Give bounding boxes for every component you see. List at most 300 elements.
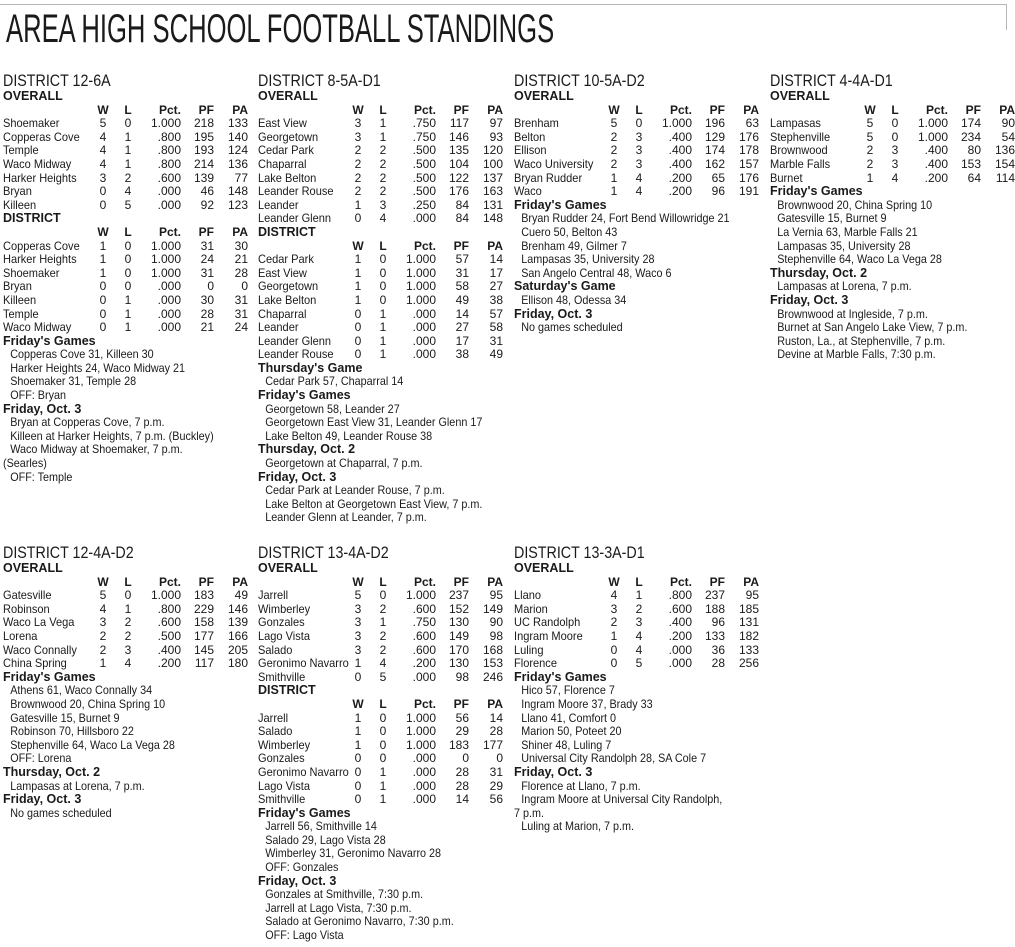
team-row [258,335,508,349]
team-row [514,616,764,630]
wins: 5 [866,129,874,144]
wins: 0 [610,642,618,657]
losses: 1 [635,588,643,603]
points-for: 38 [455,347,469,362]
team-name: Lampasas [770,116,821,131]
points-against: 136 [994,143,1015,158]
losses: 5 [379,669,387,684]
team-row [258,308,508,322]
game-result: San Angelo Central 48, Waco 6 [521,265,672,280]
losses: 2 [124,628,132,643]
wins: 1 [354,292,362,307]
header-points-for: PF [453,238,469,253]
losses: 2 [379,156,387,171]
team-row [3,199,253,213]
points-against: 176 [738,129,759,144]
wins: 1 [354,252,362,267]
team-row [258,671,508,685]
wins: 0 [99,184,107,199]
points-for: 237 [448,588,469,603]
points-against: 21 [234,252,248,267]
overall-label: OVERALL [514,89,574,103]
standings-header-row [258,698,508,712]
team-name: Wimberley [258,601,311,616]
game-result: No games scheduled [10,805,112,820]
pct: .800 [668,588,692,603]
pct: .200 [157,656,181,671]
header-pct: Pct. [413,696,436,711]
losses: 1 [379,615,387,630]
header-points-for: PF [453,102,469,117]
overall-label: OVERALL [770,89,830,103]
points-against: 205 [227,642,248,657]
points-for: 27 [455,320,469,335]
standings-header-row [770,102,1015,118]
game-result: (Searles) [3,456,47,471]
header-losses: L [635,574,643,589]
team-row [514,644,764,658]
team-name: Waco Midway [3,320,72,335]
team-name: Waco Midway [3,156,72,171]
games-heading: Friday, Oct. 3 [3,792,82,807]
points-against: 163 [482,184,503,199]
team-name: Brownwood [770,143,828,158]
points-for: 183 [193,588,214,603]
points-for: 170 [448,642,469,657]
pct: .400 [668,143,692,158]
team-name: Robinson [3,601,50,616]
district-block [3,72,253,484]
points-against: 57 [489,306,503,321]
header-points-against: PA [487,102,503,117]
wins: 0 [99,320,107,335]
points-against: 153 [482,656,503,671]
wins: 3 [354,628,362,643]
header-pct: Pct. [669,102,692,117]
pct: .400 [668,129,692,144]
wins: 2 [354,143,362,158]
points-for: 229 [193,601,214,616]
points-for: 237 [704,588,725,603]
game-result: Universal City Randolph 28, SA Cole 7 [521,751,707,766]
points-for: 193 [193,143,214,158]
game-result: Lake Belton at Georgetown East View, 7 p.m. [265,496,483,511]
header-points-for: PF [453,696,469,711]
points-against: 49 [234,588,248,603]
header-points-against: PA [743,574,759,589]
pct: .000 [157,197,181,212]
game-result: Brownwood 20, China Spring 10 [10,696,166,711]
pct: .800 [157,601,181,616]
header-wins: W [608,574,620,589]
header-points-against: PA [999,102,1015,117]
losses: 1 [124,306,132,321]
points-for: 149 [448,628,469,643]
wins: 1 [354,656,362,671]
points-for: 31 [200,238,214,253]
points-for: 21 [200,320,214,335]
losses: 2 [379,143,387,158]
header-losses: L [124,224,132,239]
game-result: Waco Midway at Shoemaker, 7 p.m. [10,442,183,457]
district-name: DISTRICT 13-3A-D1 [514,543,645,562]
losses: 3 [891,156,899,171]
game-result: Robinson 70, Hillsboro 22 [10,724,134,739]
game-result: OFF: Lago Vista [265,928,344,943]
points-for: 28 [200,306,214,321]
pct: .500 [412,170,436,185]
points-against: 49 [489,347,503,362]
wins: 0 [99,306,107,321]
points-for: 153 [960,156,981,171]
points-against: 180 [227,656,248,671]
pct: .000 [412,751,436,766]
points-against: 97 [489,116,503,131]
losses: 0 [124,588,132,603]
losses: 0 [379,737,387,752]
team-name: Belton [514,129,546,144]
points-for: 80 [967,143,981,158]
points-for: 28 [455,764,469,779]
losses: 0 [379,588,387,603]
wins: 5 [354,588,362,603]
team-name: China Spring [3,656,67,671]
points-against: 256 [738,656,759,671]
points-against: 77 [234,170,248,185]
losses: 4 [635,642,643,657]
points-against: 31 [234,306,248,321]
team-name: Copperas Cove [3,129,80,144]
points-against: 191 [738,184,759,199]
team-row [3,240,253,254]
team-row [770,129,1015,145]
losses: 3 [635,156,643,171]
pct: .000 [412,669,436,684]
losses: 0 [124,238,132,253]
points-against: 56 [489,792,503,807]
header-wins: W [97,102,109,117]
points-for: 96 [711,615,725,630]
wins: 1 [354,710,362,725]
wins: 3 [354,601,362,616]
losses: 1 [379,347,387,362]
points-against: 133 [227,116,248,131]
points-against: 166 [227,628,248,643]
header-pct: Pct. [413,102,436,117]
pct: .750 [412,615,436,630]
team-name: Waco La Vega [3,615,75,630]
page-title: AREA HIGH SCHOOL FOOTBALL STANDINGS [6,7,555,51]
pct: .000 [157,320,181,335]
pct: .400 [924,156,948,171]
points-against: 30 [234,238,248,253]
header-losses: L [891,102,899,117]
team-name: Killeen [3,292,37,307]
pct: .000 [157,306,181,321]
losses: 3 [379,197,387,212]
team-name: Brenham [514,116,559,131]
district-block [258,544,508,943]
points-against: 31 [489,764,503,779]
wins: 2 [354,184,362,199]
wins: 2 [354,156,362,171]
team-row [3,616,253,630]
points-for: 56 [455,710,469,725]
team-row [258,712,508,726]
points-for: 28 [711,656,725,671]
points-for: 177 [193,628,214,643]
header-wins: W [352,102,364,117]
points-for: 133 [704,628,725,643]
pct: .000 [412,778,436,793]
points-for: 152 [448,601,469,616]
team-name: Bryan Rudder [514,170,583,185]
wins: 3 [354,129,362,144]
wins: 2 [610,615,618,630]
losses: 3 [891,143,899,158]
pct: 1.000 [150,116,181,131]
team-row [258,172,508,186]
losses: 0 [124,116,132,131]
header-points-against: PA [487,238,503,253]
wins: 4 [99,156,107,171]
games-heading: Friday's Games [258,805,351,820]
game-result: Brenham 49, Gilmer 7 [521,238,627,253]
header-points-for: PF [709,574,725,589]
losses: 0 [891,129,899,144]
game-result: Stephenville 64, Waco La Vega 28 [777,252,942,267]
points-against: 24 [234,320,248,335]
points-for: 122 [448,170,469,185]
team-name: Smithville [258,792,306,807]
losses: 0 [124,252,132,267]
wins: 4 [610,588,618,603]
wins: 5 [99,588,107,603]
pct: 1.000 [917,116,948,131]
losses: 1 [379,333,387,348]
games-heading: Friday, Oct. 3 [514,306,593,321]
losses: 3 [635,129,643,144]
header-wins: W [97,574,109,589]
team-row [770,143,1015,158]
game-result: 7 p.m. [514,805,545,820]
team-row [3,172,253,186]
team-name: Shoemaker [3,265,60,280]
pct: .000 [668,642,692,657]
points-for: 64 [967,170,981,185]
losses: 5 [124,197,132,212]
overall-label: OVERALL [514,561,574,575]
pct: .000 [412,306,436,321]
pct: .000 [412,764,436,779]
points-for: 188 [704,601,725,616]
wins: 1 [99,238,107,253]
team-row [3,185,253,199]
pct: .600 [412,601,436,616]
points-for: 31 [455,265,469,280]
header-points-against: PA [743,102,759,117]
losses: 2 [379,642,387,657]
team-row [514,144,764,158]
overall-label: OVERALL [3,561,63,575]
team-name: Bryan [3,184,32,199]
points-for: 195 [193,129,214,144]
team-row [258,185,508,199]
points-against: 114 [995,170,1015,185]
team-row [258,280,508,294]
team-name: Llano [514,588,542,603]
losses: 0 [635,116,643,131]
team-row [3,158,253,172]
team-row [3,144,253,158]
points-for: 49 [455,292,469,307]
losses: 1 [379,778,387,793]
losses: 0 [379,279,387,294]
pct: 1.000 [405,279,436,294]
pct: .500 [412,156,436,171]
points-for: 214 [193,156,214,171]
games-heading: Thursday's Game [258,360,363,375]
team-name: Wimberley [258,737,311,752]
wins: 3 [354,116,362,131]
wins: 1 [610,628,618,643]
points-against: 176 [738,170,759,185]
points-against: 177 [482,737,503,752]
team-row [514,158,764,172]
wins: 2 [610,129,618,144]
points-against: 133 [738,642,759,657]
games-heading: Friday's Games [514,669,607,684]
pct: 1.000 [150,588,181,603]
game-result: Shiner 48, Luling 7 [521,737,612,752]
team-name: Smithville [258,669,306,684]
games-heading: Friday's Games [770,184,863,199]
points-for: 0 [207,279,214,294]
losses: 4 [124,656,132,671]
game-result: Lake Belton 49, Leander Rouse 38 [265,428,433,443]
wins: 4 [99,143,107,158]
points-for: 96 [711,184,725,199]
team-name: Copperas Cove [3,238,80,253]
team-row [258,752,508,766]
district-block [3,544,253,820]
losses: 5 [635,656,643,671]
pct: .600 [412,628,436,643]
pct: .000 [412,792,436,807]
header-wins: W [352,574,364,589]
pct: .200 [924,170,948,185]
pct: .400 [668,615,692,630]
header-points-for: PF [198,224,214,239]
losses: 1 [379,129,387,144]
pct: .800 [157,156,181,171]
losses: 1 [379,320,387,335]
wins: 0 [99,279,107,294]
wins: 0 [354,306,362,321]
losses: 0 [379,265,387,280]
team-row [514,630,764,644]
pct: .200 [668,170,692,185]
losses: 0 [379,710,387,725]
losses: 4 [124,184,132,199]
points-for: 183 [448,737,469,752]
points-for: 130 [448,615,469,630]
header-pct: Pct. [158,574,181,589]
points-against: 63 [745,116,759,131]
losses: 0 [379,751,387,766]
games-heading: Thursday, Oct. 2 [3,764,101,779]
team-row [3,321,253,335]
wins: 0 [354,778,362,793]
wins: 1 [99,656,107,671]
points-for: 98 [455,669,469,684]
pct: .800 [157,143,181,158]
points-for: 234 [960,129,981,144]
team-row [258,131,508,145]
district-name: DISTRICT 10-5A-D2 [514,71,645,90]
district-block [514,72,764,335]
wins: 1 [354,197,362,212]
team-name: Lago Vista [258,628,310,643]
team-name: Georgetown [258,129,319,144]
team-row [258,348,508,362]
pct: 1.000 [917,129,948,144]
losses: 1 [379,116,387,131]
header-losses: L [635,102,643,117]
pct: .600 [668,601,692,616]
wins: 4 [99,129,107,144]
team-row [3,603,253,617]
points-against: 90 [489,615,503,630]
team-row [3,657,253,671]
game-result: Cedar Park at Leander Rouse, 7 p.m. [265,483,445,498]
game-result: Wimberley 31, Geronimo Navarro 28 [265,846,442,861]
team-row [258,725,508,739]
wins: 1 [866,170,874,185]
points-against: 139 [227,615,248,630]
wins: 3 [99,170,107,185]
game-result: OFF: Bryan [10,388,67,403]
district-name: DISTRICT 8-5A-D1 [258,71,381,90]
points-against: 182 [738,628,759,643]
points-against: 137 [482,170,503,185]
district-block [514,544,764,834]
team-name: Waco [514,184,542,199]
losses: 2 [379,628,387,643]
team-row [258,616,508,630]
losses: 3 [635,143,643,158]
wins: 5 [610,116,618,131]
pct: 1.000 [405,737,436,752]
team-name: Leander Glenn [258,333,332,348]
wins: 2 [99,642,107,657]
points-against: 140 [227,129,248,144]
district-label: DISTRICT [258,224,316,239]
team-name: Shoemaker [3,116,60,131]
games-heading: Saturday's Game [514,279,616,294]
game-result: Lampasas 35, University 28 [777,238,911,253]
team-name: Salado [258,642,293,657]
losses: 0 [124,265,132,280]
team-row [258,793,508,807]
pct: .200 [668,184,692,199]
team-row [514,117,764,131]
header-points-for: PF [453,574,469,589]
game-result: Brownwood 20, China Spring 10 [777,197,933,212]
points-for: 30 [200,292,214,307]
standings-header-row [258,104,508,118]
team-row [3,308,253,322]
